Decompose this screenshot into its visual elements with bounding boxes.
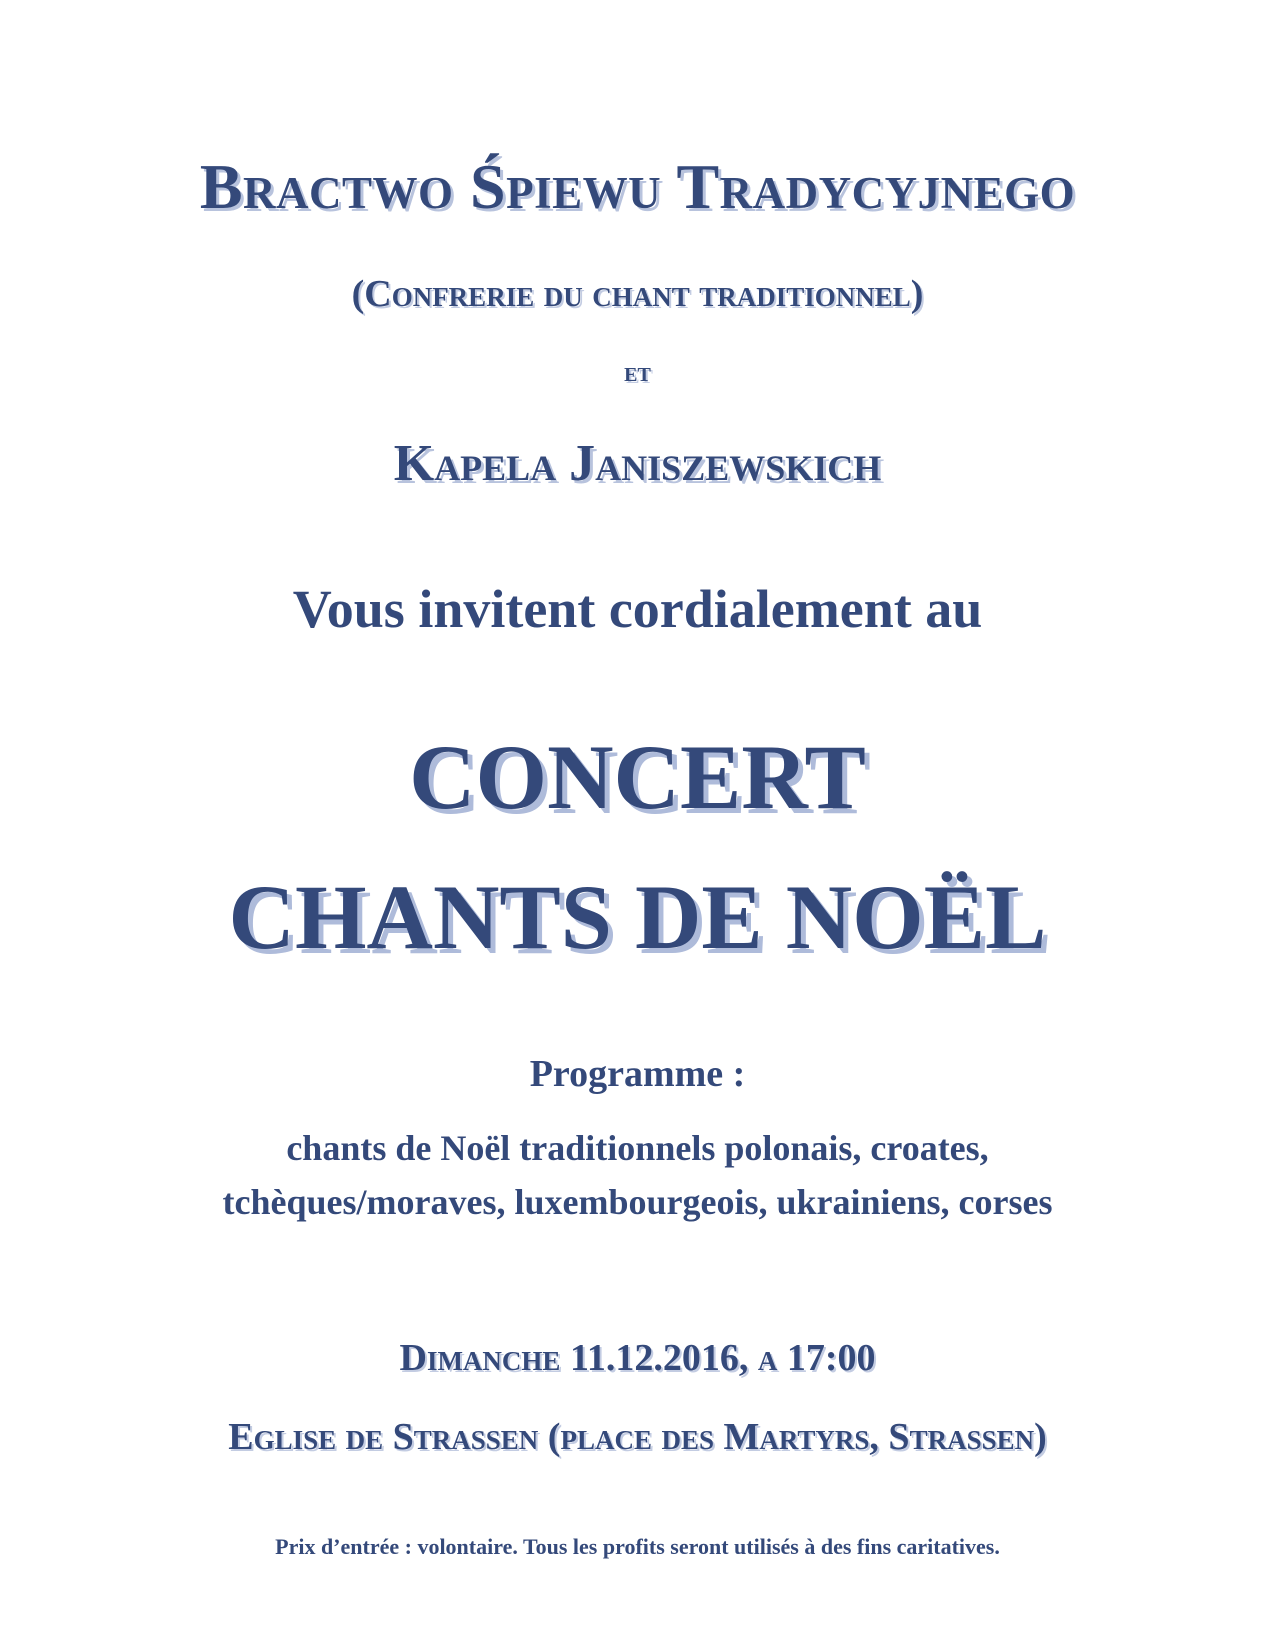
program-heading: Programme : [529, 1053, 746, 1095]
concert-subtitle: CHANTS DE NOËL [228, 866, 1047, 968]
invitation-text: Vous invitent cordialement au [292, 579, 983, 639]
organizer-2-title: Kapela Janiszewskich [393, 435, 882, 492]
entry-note: Prix d’entrée : volontaire. Tous les profits seront utilisés à des fins caritatives. [275, 1534, 1000, 1559]
program-description-line-1: chants de Noël traditionnels polonais, croates, [286, 1128, 989, 1168]
program-description-line-2: tchèques/moraves, luxembourgeois, ukrainiens, corses [222, 1182, 1053, 1222]
event-location: Eglise de Strassen (place des Martyrs, Strassen) [228, 1416, 1047, 1458]
concert-title: CONCERT [409, 726, 866, 828]
conjunction-text: et [624, 357, 651, 388]
organizer-1-translation: (Confrerie du chant traditionnel) [351, 273, 924, 315]
organizer-1-title: Bractwo Śpiewu Tradycyjnego [199, 151, 1076, 222]
event-date: Dimanche 11.12.2016, a 17:00 [399, 1337, 876, 1379]
